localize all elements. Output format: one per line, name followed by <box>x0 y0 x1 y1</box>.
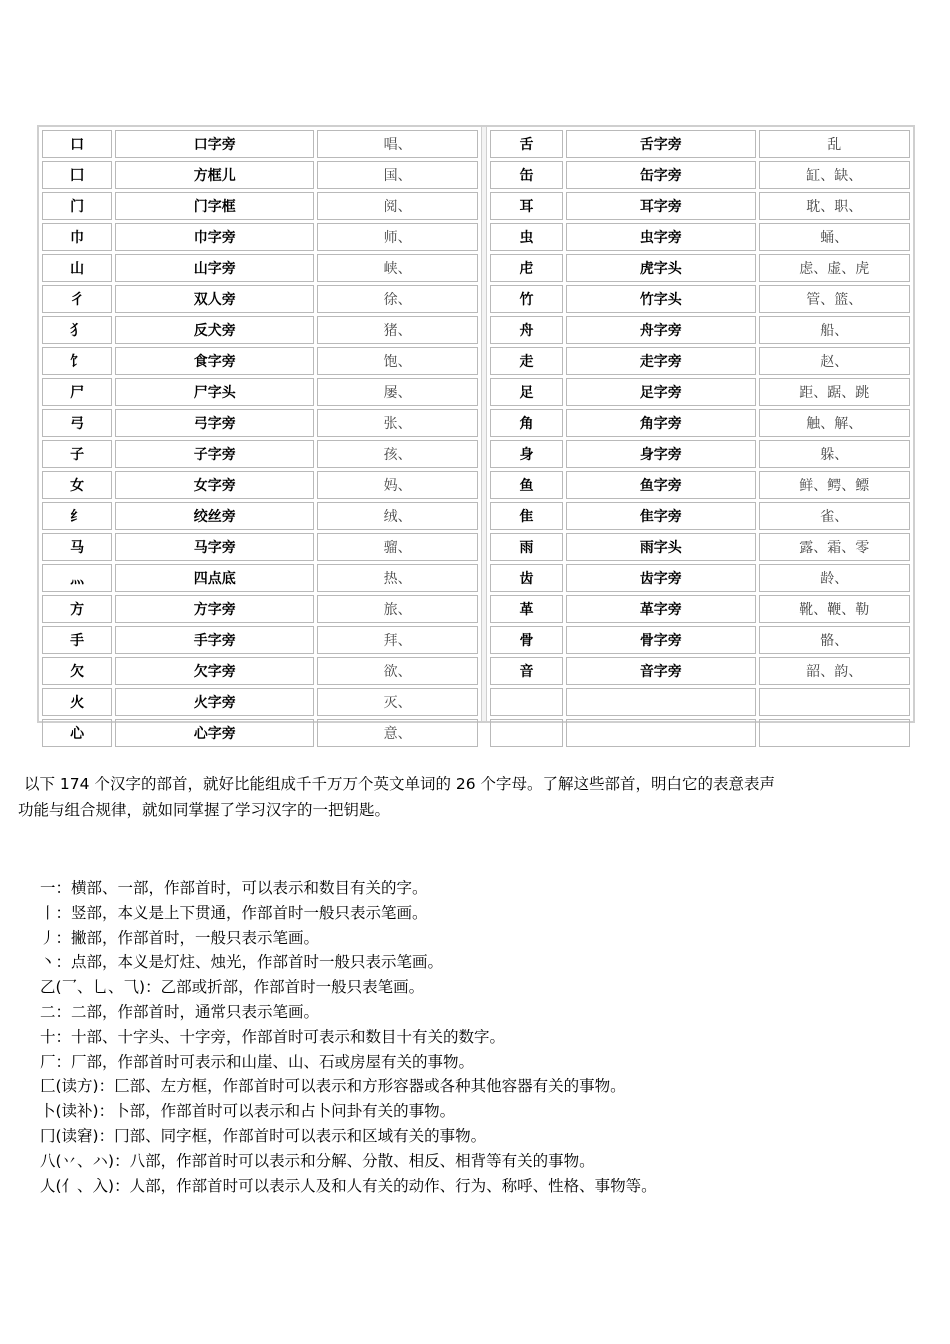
radical-cell: 欠 <box>42 657 112 685</box>
table-row <box>42 409 478 437</box>
example-chars-cell: 赵、 <box>759 347 910 375</box>
table-row <box>490 316 910 344</box>
example-chars-cell: 张、 <box>317 409 478 437</box>
example-chars-cell: 骼、 <box>759 626 910 654</box>
radical-name-cell: 雨字头 <box>566 533 755 561</box>
radical-cell: 走 <box>490 347 563 375</box>
table-row <box>490 471 910 499</box>
table-row <box>490 440 910 468</box>
radical-cell: 子 <box>42 440 112 468</box>
example-chars-cell: 阅、 <box>317 192 478 220</box>
radical-name-cell: 弓字旁 <box>115 409 314 437</box>
example-chars-cell: 妈、 <box>317 471 478 499</box>
radical-cell: 囗 <box>42 161 112 189</box>
radical-cell: 彳 <box>42 285 112 313</box>
radical-cell: 鱼 <box>490 471 563 499</box>
radical-cell: 饣 <box>42 347 112 375</box>
radical-cell: 雨 <box>490 533 563 561</box>
example-chars-cell: 猪、 <box>317 316 478 344</box>
intro-line-1: 以下 174 个汉字的部首，就好比能组成千千万万个英文单词的 26 个字母。了解这些部首，明白它的表意表声 <box>24 775 776 793</box>
radical-cell: 耳 <box>490 192 563 220</box>
definition-line: 丨：竖部，本义是上下贯通，作部首时一般只表示笔画。 <box>40 903 428 922</box>
intro-line-2: 功能与组合规律，就如同掌握了学习汉字的一把钥匙。 <box>18 801 391 819</box>
radical-cell: 女 <box>42 471 112 499</box>
definition-line: 丶：点部，本义是灯炷、烛光，作部首时一般只表示笔画。 <box>40 953 444 972</box>
radical-name-cell: 尸字头 <box>115 378 314 406</box>
example-chars-cell: 骝、 <box>317 533 478 561</box>
table-row <box>42 688 478 716</box>
definition-line: 卜(读补)：卜部，作部首时可以表示和占卜问卦有关的事物。 <box>40 1102 456 1121</box>
example-chars-cell: 旅、 <box>317 595 478 623</box>
table-row <box>42 378 478 406</box>
table-row <box>42 316 478 344</box>
radical-name-cell: 音字旁 <box>566 657 755 685</box>
example-chars-cell: 徐、 <box>317 285 478 313</box>
example-chars-cell: 距、踞、跳 <box>759 378 910 406</box>
radical-cell: 角 <box>490 409 563 437</box>
table-row <box>490 533 910 561</box>
definition-line: 十：十部、十字头、十字旁，作部首时可表示和数目十有关的数字。 <box>40 1027 506 1046</box>
example-chars-cell: 管、篮、 <box>759 285 910 313</box>
radical-cell: 骨 <box>490 626 563 654</box>
example-chars-cell: 欲、 <box>317 657 478 685</box>
table-row <box>490 378 910 406</box>
definition-line: 丿：撇部，作部首时，一般只表示笔画。 <box>40 928 320 947</box>
table-row <box>42 161 478 189</box>
table-row <box>490 688 910 716</box>
table-row <box>42 471 478 499</box>
radical-name-cell: 虫字旁 <box>566 223 755 251</box>
table-row <box>490 409 910 437</box>
radical-cell: 舌 <box>490 130 563 158</box>
example-chars-cell: 躲、 <box>759 440 910 468</box>
table-row <box>42 626 478 654</box>
radical-name-cell: 方框儿 <box>115 161 314 189</box>
definition-line: 二：二部，作部首时，通常只表示笔画。 <box>40 1002 320 1021</box>
radical-cell: 犭 <box>42 316 112 344</box>
radical-name-cell: 巾字旁 <box>115 223 314 251</box>
radical-cell: 尸 <box>42 378 112 406</box>
table-row <box>42 223 478 251</box>
example-chars-cell: 乱 <box>759 130 910 158</box>
table-row <box>490 223 910 251</box>
radical-name-cell: 齿字旁 <box>566 564 755 592</box>
radical-cell: 门 <box>42 192 112 220</box>
radical-name-cell: 双人旁 <box>115 285 314 313</box>
definition-line: 八(丷、ハ)：八部，作部首时可以表示和分解、分散、相反、相背等有关的事物。 <box>40 1151 595 1170</box>
example-chars-cell: 虑、虚、虎 <box>759 254 910 282</box>
radical-name-cell: 子字旁 <box>115 440 314 468</box>
radical-name-cell: 欠字旁 <box>115 657 314 685</box>
example-chars-cell: 灭、 <box>317 688 478 716</box>
table-row <box>490 595 910 623</box>
table-row <box>42 285 478 313</box>
table-row <box>490 719 910 747</box>
table-row <box>42 192 478 220</box>
radical-name-cell <box>566 719 755 747</box>
table-row <box>490 564 910 592</box>
radical-name-cell: 缶字旁 <box>566 161 755 189</box>
radical-cell: 竹 <box>490 285 563 313</box>
example-chars-cell <box>759 688 910 716</box>
table-row <box>490 626 910 654</box>
radical-cell <box>490 688 563 716</box>
radical-name-cell: 耳字旁 <box>566 192 755 220</box>
example-chars-cell: 唱、 <box>317 130 478 158</box>
example-chars-cell: 龄、 <box>759 564 910 592</box>
radical-name-cell: 虎字头 <box>566 254 755 282</box>
radical-cell: 音 <box>490 657 563 685</box>
radical-name-cell: 火字旁 <box>115 688 314 716</box>
example-chars-cell: 绒、 <box>317 502 478 530</box>
radical-cell: 齿 <box>490 564 563 592</box>
radical-cell: 口 <box>42 130 112 158</box>
radical-definitions <box>40 876 920 1198</box>
example-chars-cell: 耽、职、 <box>759 192 910 220</box>
example-chars-cell: 意、 <box>317 719 478 747</box>
table-row <box>490 347 910 375</box>
radical-name-cell: 方字旁 <box>115 595 314 623</box>
radical-cell: 缶 <box>490 161 563 189</box>
radical-name-cell: 反犬旁 <box>115 316 314 344</box>
example-chars-cell: 拜、 <box>317 626 478 654</box>
example-chars-cell: 屡、 <box>317 378 478 406</box>
definition-line: 一：横部、一部，作部首时，可以表示和数目有关的字。 <box>40 879 428 897</box>
example-chars-cell: 鲜、鳄、鳔 <box>759 471 910 499</box>
radical-cell: 革 <box>490 595 563 623</box>
definition-line: 人(亻、入)：人部，作部首时可以表示人及和人有关的动作、行为、称呼、性格、事物等。 <box>40 1176 657 1195</box>
radical-cell: 方 <box>42 595 112 623</box>
radical-cell: 手 <box>42 626 112 654</box>
table-row <box>490 502 910 530</box>
radical-cell: 马 <box>42 533 112 561</box>
example-chars-cell: 触、解、 <box>759 409 910 437</box>
radical-cell: 纟 <box>42 502 112 530</box>
radical-name-cell: 食字旁 <box>115 347 314 375</box>
table-row <box>42 130 478 158</box>
radical-name-cell: 四点底 <box>115 564 314 592</box>
radical-table-left <box>39 127 481 750</box>
example-chars-cell: 雀、 <box>759 502 910 530</box>
table-row <box>490 657 910 685</box>
radical-name-cell: 鱼字旁 <box>566 471 755 499</box>
radical-cell: 舟 <box>490 316 563 344</box>
table-row <box>42 719 478 747</box>
radical-name-cell: 隹字旁 <box>566 502 755 530</box>
radical-name-cell: 女字旁 <box>115 471 314 499</box>
example-chars-cell: 师、 <box>317 223 478 251</box>
table-row <box>490 192 910 220</box>
radical-name-cell: 竹字头 <box>566 285 755 313</box>
radical-name-cell: 口字旁 <box>115 130 314 158</box>
example-chars-cell: 露、霜、零 <box>759 533 910 561</box>
table-row <box>42 254 478 282</box>
radical-name-cell: 革字旁 <box>566 595 755 623</box>
example-chars-cell: 孩、 <box>317 440 478 468</box>
definition-line: 乙(乛、乚、⺄)：乙部或折部，作部首时一般只表笔画。 <box>40 978 425 997</box>
radical-name-cell: 舌字旁 <box>566 130 755 158</box>
example-chars-cell: 蛹、 <box>759 223 910 251</box>
example-chars-cell: 峡、 <box>317 254 478 282</box>
radical-cell: 巾 <box>42 223 112 251</box>
radical-name-cell: 走字旁 <box>566 347 755 375</box>
radical-cell: 弓 <box>42 409 112 437</box>
radical-cell: 火 <box>42 688 112 716</box>
table-row <box>490 285 910 313</box>
radical-name-cell: 舟字旁 <box>566 316 755 344</box>
radical-cell: 虍 <box>490 254 563 282</box>
radical-name-cell: 门字框 <box>115 192 314 220</box>
radical-name-cell: 足字旁 <box>566 378 755 406</box>
radical-name-cell <box>566 688 755 716</box>
radical-name-cell: 绞丝旁 <box>115 502 314 530</box>
radical-cell: 足 <box>490 378 563 406</box>
table-row <box>490 254 910 282</box>
example-chars-cell: 靴、鞭、勒 <box>759 595 910 623</box>
radical-cell: 灬 <box>42 564 112 592</box>
example-chars-cell: 韶、韵、 <box>759 657 910 685</box>
table-row <box>42 564 478 592</box>
table-row <box>490 161 910 189</box>
radical-tables <box>37 125 915 742</box>
example-chars-cell: 饱、 <box>317 347 478 375</box>
radical-name-cell: 骨字旁 <box>566 626 755 654</box>
radical-name-cell: 身字旁 <box>566 440 755 468</box>
intro-paragraph <box>18 771 938 823</box>
example-chars-cell: 热、 <box>317 564 478 592</box>
table-row <box>42 595 478 623</box>
example-chars-cell: 缸、缺、 <box>759 161 910 189</box>
radical-name-cell: 手字旁 <box>115 626 314 654</box>
definition-line: 匚(读方)：匚部、左方框，作部首时可以表示和方形容器或各种其他容器有关的事物。 <box>40 1077 626 1096</box>
table-row <box>42 347 478 375</box>
table-row <box>42 440 478 468</box>
definition-line: 厂：厂部，作部首时可表示和山崖、山、石或房屋有关的事物。 <box>40 1052 475 1071</box>
table-row <box>42 657 478 685</box>
example-chars-cell: 国、 <box>317 161 478 189</box>
table-row <box>42 502 478 530</box>
radical-name-cell: 角字旁 <box>566 409 755 437</box>
radical-cell: 虫 <box>490 223 563 251</box>
radical-cell: 心 <box>42 719 112 747</box>
radical-cell: 隹 <box>490 502 563 530</box>
radical-name-cell: 心字旁 <box>115 719 314 747</box>
radical-cell <box>490 719 563 747</box>
radical-cell: 山 <box>42 254 112 282</box>
radical-cell: 身 <box>490 440 563 468</box>
radical-name-cell: 马字旁 <box>115 533 314 561</box>
radical-name-cell: 山字旁 <box>115 254 314 282</box>
table-row <box>42 533 478 561</box>
example-chars-cell: 船、 <box>759 316 910 344</box>
radical-table-right <box>487 127 913 750</box>
table-row <box>490 130 910 158</box>
example-chars-cell <box>759 719 910 747</box>
definition-line: 冂(读窘)：冂部、同字框，作部首时可以表示和区域有关的事物。 <box>40 1126 487 1145</box>
